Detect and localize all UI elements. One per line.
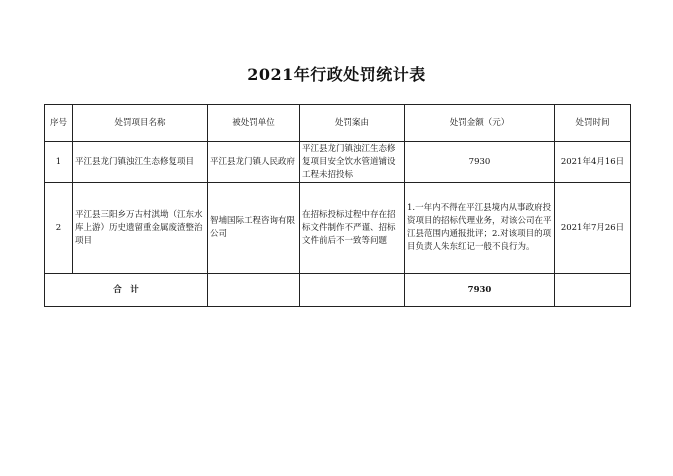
total-row: [45, 274, 631, 307]
row-unit: 平江县龙门镇人民政府: [208, 142, 300, 183]
header-cell-project: 处罚项目名称: [73, 105, 208, 142]
row-project: 平江县龙门镇浊江生态修复项目: [73, 142, 208, 183]
row-reason: 平江县龙门镇浊江生态修复项目安全饮水管道铺设工程未招投标: [300, 142, 405, 183]
page-title: 2021年行政处罚统计表: [247, 65, 426, 84]
row-amount: 7930: [405, 142, 555, 183]
header-cell-reason: 处罚案由: [300, 105, 405, 142]
table-row: [45, 183, 631, 274]
total-amount: 7930: [405, 274, 555, 307]
header-cell-amount: 处罚金额（元）: [405, 105, 555, 142]
total-empty-cell: [300, 274, 405, 307]
row-reason: 在招标投标过程中存在招标文件制作不严谨、招标文件前后不一致等问题: [300, 183, 405, 274]
header-cell-no: 序号: [45, 105, 73, 142]
row-date: 2021年7月26日: [555, 183, 631, 274]
total-empty-cell: [555, 274, 631, 307]
row-no: 2: [45, 183, 73, 274]
total-label: 合 计: [45, 274, 208, 307]
header-cell-unit: 被处罚单位: [208, 105, 300, 142]
penalty-table: [44, 104, 631, 307]
row-unit: 智埔国际工程咨询有限公司: [208, 183, 300, 274]
header-row: [45, 105, 631, 142]
total-empty-cell: [208, 274, 300, 307]
row-project: 平江县三阳乡万古村淇坳（江东水库上游）历史遗留重金属废渣整治项目: [73, 183, 208, 274]
row-no: 1: [45, 142, 73, 183]
table-row: [45, 142, 631, 183]
row-date: 2021年4月16日: [555, 142, 631, 183]
header-cell-date: 处罚时间: [555, 105, 631, 142]
row-amount: 1.一年内不得在平江县境内从事政府投资项目的招标代理业务，对该公司在平江县范围内通报批评；2.对该项目的项目负责人朱东红记一般不良行为。: [405, 183, 555, 274]
